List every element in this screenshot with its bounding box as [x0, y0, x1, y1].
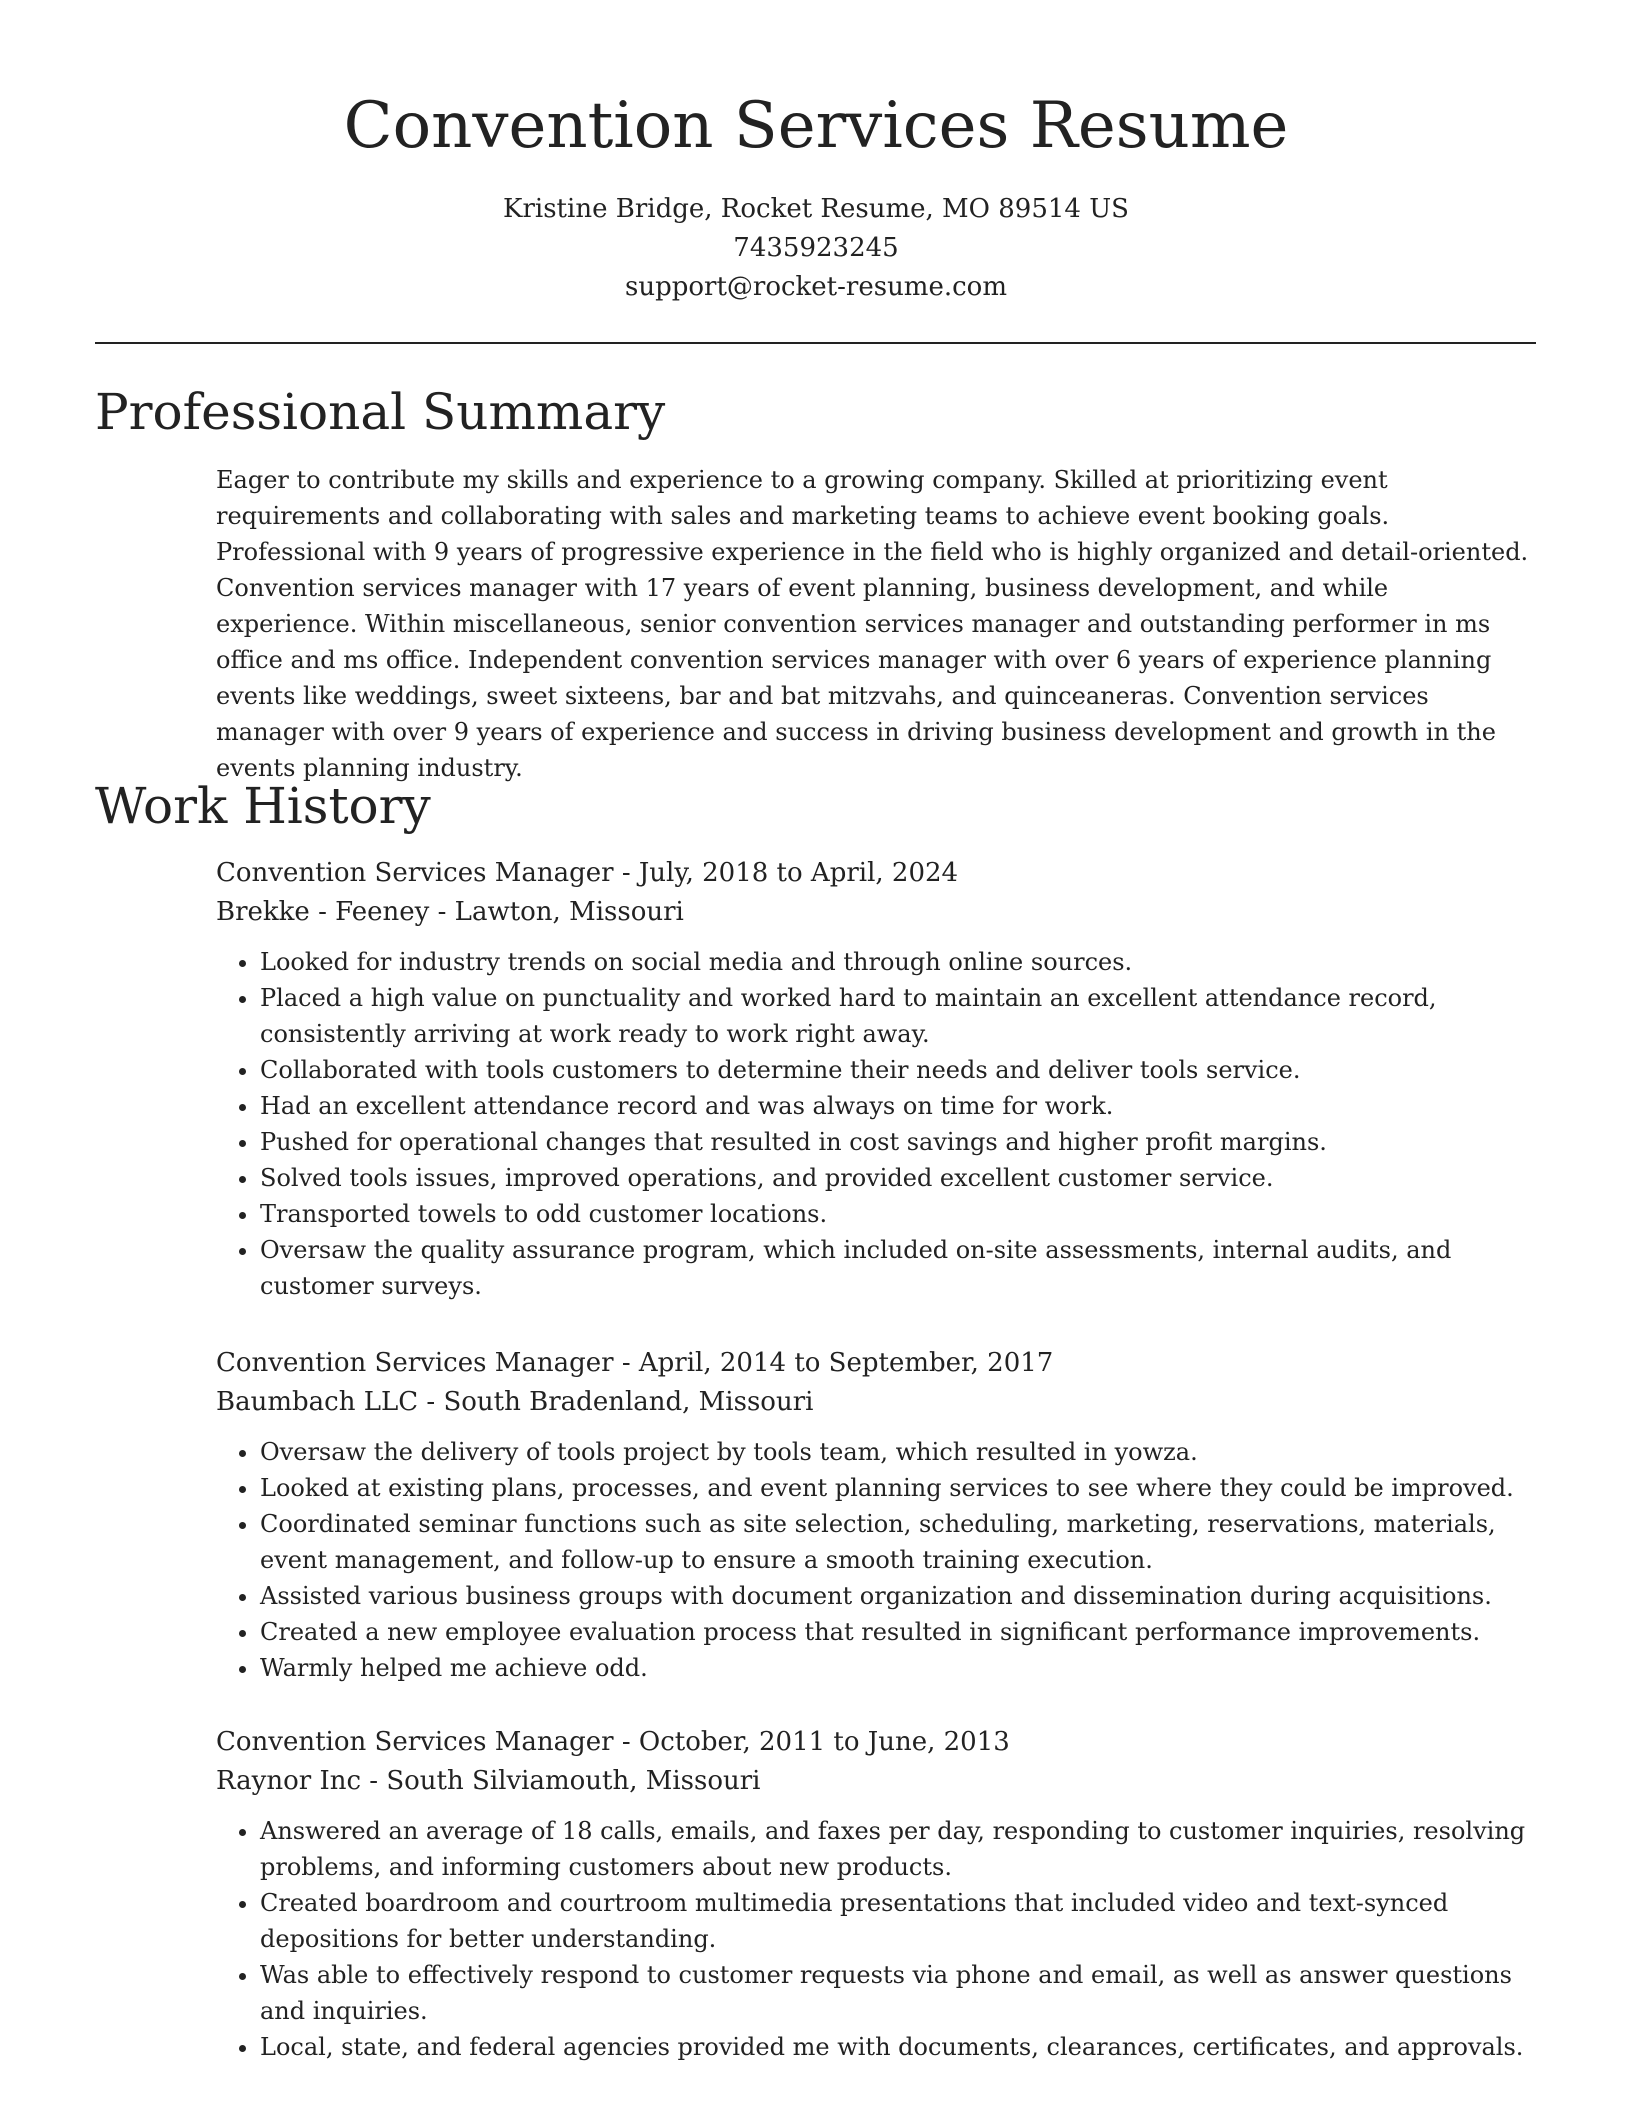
- job-title: Convention Services Manager: [216, 858, 614, 888]
- resume-title: Convention Services Resume: [343, 89, 1289, 163]
- job-bullets: [216, 1813, 1536, 2065]
- summary-text: Eager to contribute my skills and experience to a growing company. Skilled at prioritizing event requirements and collaborating with sales and marketing teams to achieve event booking goals. Professional with 9 years of progressive experience in the field who is highly organized and detail-oriented. Convention services manager with 17 years of event planning, business development, and while experience. Within miscellaneous, senior convention services manager and outstanding performer in ms office and ms office. Independent convention services manager with over 6 years of experience planning events like weddings, sweet sixteens, bar and bat mitzvahs, and quinceaneras. Convention services manager with over 9 years of experience and success in driving business development and growth in the events planning industry.: [216, 466, 1529, 782]
- job-company: Brekke - Feeney: [216, 897, 430, 927]
- job-bullet: • Oversaw the delivery of tools project by tools team, which resulted in yowza.: [260, 1434, 1536, 1470]
- job-bullet: • Oversaw the quality assurance program, which included on-site assessments, internal audits, and customer surveys.: [260, 1232, 1536, 1304]
- work-history-heading: Work History: [95, 777, 431, 835]
- contact-block: [0, 190, 1632, 307]
- contact-phone: 7435923245: [733, 233, 899, 263]
- summary-heading: Professional Summary: [95, 383, 666, 441]
- job-company: Raynor Inc: [216, 1766, 362, 1796]
- job-location: - Lawton, Missouri: [429, 897, 684, 927]
- job-bullet: • Created boardroom and courtroom multimedia presentations that included video and text-synced depositions for better understanding.: [260, 1885, 1536, 1957]
- contact-address: Kristine Bridge, Rocket Resume, MO 89514 US: [503, 194, 1129, 224]
- job-title: Convention Services Manager: [216, 1348, 614, 1378]
- job-entry-2: [216, 1344, 1536, 1686]
- job-bullet: • Had an excellent attendance record and was always on time for work.: [260, 1088, 1536, 1124]
- job-bullet: • Coordinated seminar functions such as site selection, scheduling, marketing, reservations, materials, event management, and follow-up to ensure a smooth training execution.: [260, 1506, 1536, 1578]
- job-bullet: • Collaborated with tools customers to determine their needs and deliver tools service.: [260, 1052, 1536, 1088]
- job-company-line: [216, 1383, 1536, 1422]
- job-title-line: [216, 1344, 1536, 1383]
- header-divider: [95, 342, 1536, 344]
- job-bullet: • Looked for industry trends on social media and through online sources.: [260, 944, 1536, 980]
- job-bullet: • Was able to effectively respond to customer requests via phone and email, as well as answer questions and inquiries.: [260, 1957, 1536, 2029]
- job-company: Baumbach LLC: [216, 1387, 419, 1417]
- job-bullet: • Assisted various business groups with document organization and dissemination during acquisitions.: [260, 1578, 1536, 1614]
- job-bullet: • Created a new employee evaluation process that resulted in significant performance improvements.: [260, 1614, 1536, 1650]
- job-bullet: • Placed a high value on punctuality and worked hard to maintain an excellent attendance record, consistently arriving at work ready to work right away.: [260, 980, 1536, 1052]
- job-location: - South Bradenland, Missouri: [418, 1387, 814, 1417]
- job-dates: - October, 2011 to June, 2013: [613, 1727, 1010, 1757]
- job-location: - South Silviamouth, Missouri: [361, 1766, 761, 1796]
- job-bullet: • Looked at existing plans, processes, and event planning services to see where they could be improved.: [260, 1470, 1536, 1506]
- contact-email: support@rocket-resume.com: [624, 272, 1007, 302]
- job-company-line: [216, 1762, 1536, 1801]
- job-title: Convention Services Manager: [216, 1727, 614, 1757]
- job-title-line: [216, 1723, 1536, 1762]
- job-bullet: • Solved tools issues, improved operations, and provided excellent customer service.: [260, 1160, 1536, 1196]
- job-dates: - July, 2018 to April, 2024: [613, 858, 959, 888]
- job-bullets: [216, 944, 1536, 1304]
- job-entry-1: [216, 854, 1536, 1304]
- job-bullets: [216, 1434, 1536, 1686]
- job-title-line: [216, 854, 1536, 893]
- job-company-line: [216, 893, 1536, 932]
- job-bullet: • Warmly helped me achieve odd.: [260, 1650, 1536, 1686]
- job-bullet: • Answered an average of 18 calls, emails, and faxes per day, responding to customer inquiries, resolving problems, and informing customers about new products.: [260, 1813, 1536, 1885]
- job-bullet: • Transported towels to odd customer locations.: [260, 1196, 1536, 1232]
- job-entry-3: [216, 1723, 1536, 2065]
- job-bullet: • Local, state, and federal agencies provided me with documents, clearances, certificates, and approvals.: [260, 2029, 1536, 2065]
- job-dates: - April, 2014 to September, 2017: [613, 1348, 1054, 1378]
- job-bullet: • Pushed for operational changes that resulted in cost savings and higher profit margins.: [260, 1124, 1536, 1160]
